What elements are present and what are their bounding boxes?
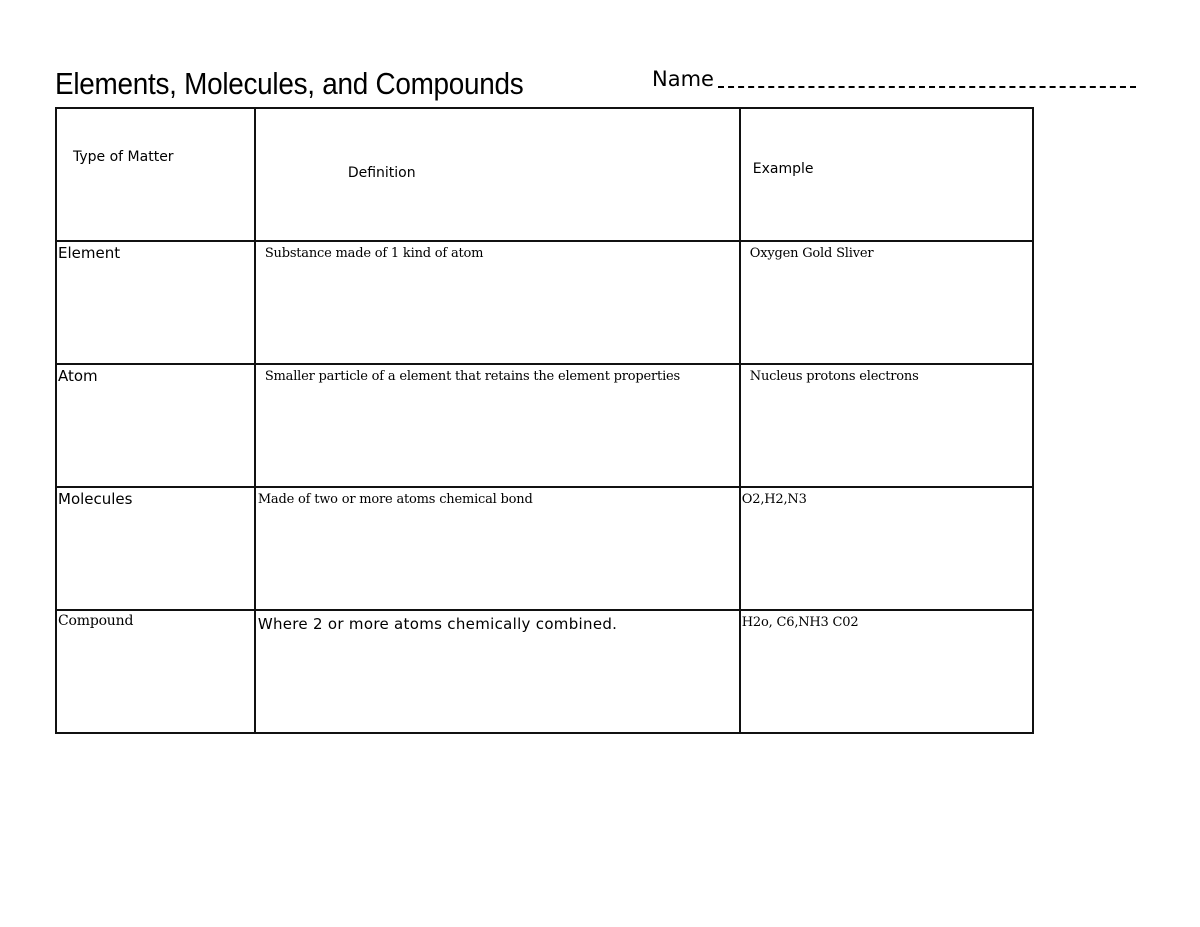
type-cell[interactable] [56, 487, 255, 610]
header-type-of-matter: Type of Matter [73, 149, 174, 165]
definition-value: Made of two or more atoms chemical bond [257, 492, 533, 507]
definition-value: Substance made of 1 kind of atom [264, 246, 484, 261]
example-cell[interactable] [740, 610, 1033, 733]
example-cell[interactable] [740, 241, 1033, 364]
definition-cell[interactable] [255, 487, 740, 610]
type-value: Atom [58, 367, 98, 385]
definition-value: Where 2 or more atoms chemically combined. [257, 615, 618, 633]
type-value: Molecules [58, 490, 133, 508]
example-value: Nucleus protons electrons [749, 369, 919, 384]
definition-value: Smaller particle of a element that retains the element properties [264, 369, 681, 384]
header-example: Example [752, 161, 814, 177]
name-label: Name [652, 67, 714, 91]
table-row [56, 487, 1033, 610]
example-value: O2,H2,N3 [741, 492, 807, 507]
type-cell[interactable] [56, 610, 255, 733]
table-row [56, 364, 1033, 487]
type-cell[interactable] [56, 364, 255, 487]
type-value: Compound [58, 613, 134, 629]
matter-table [55, 107, 1034, 734]
table-row [56, 241, 1033, 364]
example-value: H2o, C6,NH3 C02 [741, 615, 859, 630]
example-cell[interactable] [740, 487, 1033, 610]
name-field[interactable] [652, 64, 1136, 100]
name-blank-line[interactable] [718, 85, 1136, 88]
table-row [56, 610, 1033, 733]
header-cell-type [56, 108, 255, 241]
definition-cell[interactable] [255, 241, 740, 364]
type-value: Element [58, 244, 121, 262]
header-cell-example [740, 108, 1033, 241]
header-definition: Definition [347, 165, 416, 181]
example-value: Oxygen Gold Sliver [749, 246, 874, 261]
definition-cell[interactable] [255, 610, 740, 733]
worksheet-title: Elements, Molecules, and Compounds [55, 66, 524, 101]
header-cell-definition [255, 108, 740, 241]
table-header-row [56, 108, 1033, 241]
type-cell[interactable] [56, 241, 255, 364]
definition-cell[interactable] [255, 364, 740, 487]
example-cell[interactable] [740, 364, 1033, 487]
